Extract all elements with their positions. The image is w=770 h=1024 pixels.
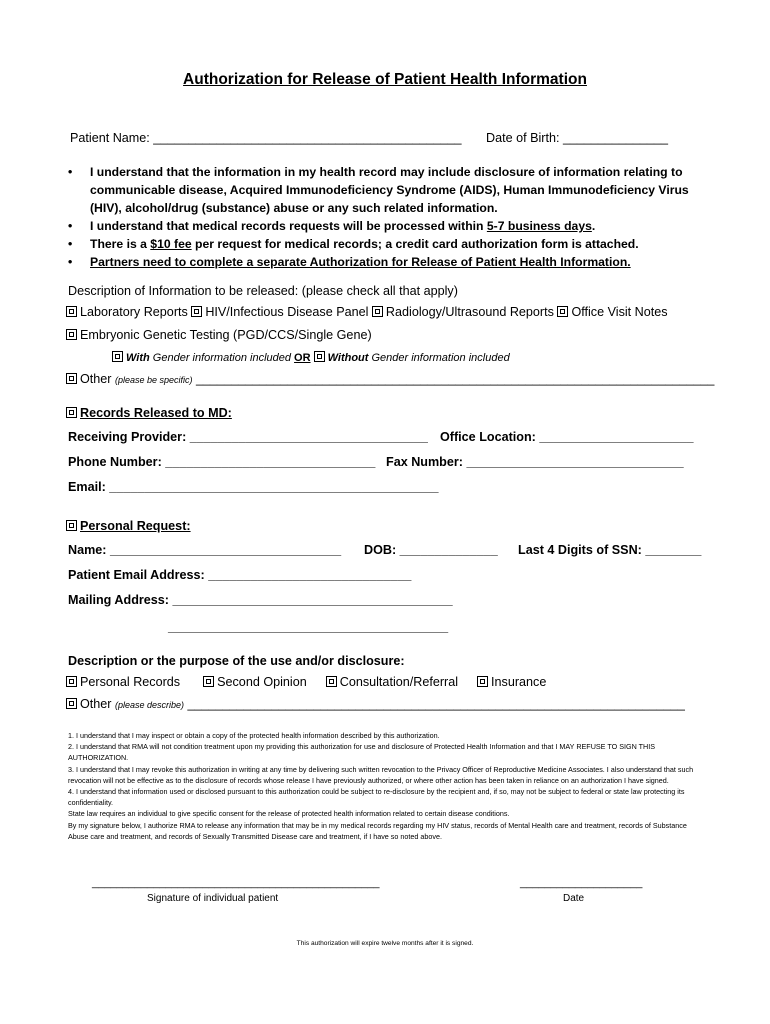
purpose-heading: Description or the purpose of the use and/or disclosure: <box>68 654 405 668</box>
checkbox-icon[interactable] <box>477 676 488 687</box>
mailing-address-line2[interactable]: ________________________________________ <box>168 620 449 634</box>
option-second-opinion: Second Opinion <box>217 675 307 689</box>
list-item: • I understand that the information in my health record may include disclosure of information relating to communicable disease, Acquired Immunodeficiency Syndrome (AIDS), Human Immunodeficiency Virus (HIV), alcohol/drug (substance) abuse or any such related information. <box>68 165 689 215</box>
checkbox-icon[interactable] <box>112 351 123 362</box>
note-item: 3. I understand that I may revoke this authorization in writing at any time by delivering such written revocation to the Privacy Officer of Reproductive Medicine Associates. I also understand that such revocation will not be effective as to the disclosure of records whose release I have previously authorized, or where other action has been taken in reliance on an authorization I have signed. <box>68 764 694 785</box>
checkbox-icon[interactable] <box>314 351 325 362</box>
checkbox-icon[interactable] <box>66 676 77 687</box>
date-label: Date <box>563 893 585 904</box>
checkbox-icon[interactable] <box>66 698 77 709</box>
expiration-footer: This authorization will expire twelve months after it is signed. <box>296 940 474 947</box>
acknowledgement-list <box>68 163 708 271</box>
checkbox-icon[interactable] <box>326 676 337 687</box>
bullet-icon: • <box>68 165 73 179</box>
note-item: 4. I understand that information used or disclosed pursuant to this authorization could be subject to re-disclosure by the recipient and, if so, may not be subject to federal or state law protecting its confidentiality. <box>68 787 685 808</box>
description-heading: Description of Information to be released: (please check all that apply) <box>68 284 458 298</box>
checkbox-icon[interactable] <box>66 373 77 384</box>
phone-number-field[interactable]: Phone Number: ______________________________ <box>68 455 376 469</box>
purpose-options-row <box>66 675 546 689</box>
option-insurance: Insurance <box>491 675 547 689</box>
option-radiology: Radiology/Ultrasound Reports <box>385 305 554 319</box>
gender-options: With Gender information included OR Without Gender information included <box>112 351 510 364</box>
md-section-heading: Records Released to MD: <box>66 406 232 420</box>
list-item: • I understand that medical records requests will be processed within 5-7 business days. <box>68 219 596 233</box>
info-options-row <box>66 305 668 319</box>
checkbox-icon[interactable] <box>66 520 77 531</box>
ssn-field[interactable]: Last 4 Digits of SSN: ________ <box>518 543 702 557</box>
terms-notes <box>68 730 708 842</box>
patient-email-field[interactable]: Patient Email Address: _____________________________ <box>68 568 412 582</box>
receiving-provider-field[interactable]: Receiving Provider: __________________________________ <box>68 430 428 444</box>
option-laboratory-reports: Laboratory Reports <box>80 305 188 319</box>
note-item: By my signature below, I authorize RMA to release any information that may be in my medical records regarding my HIV status, records of Mental Health care and treatment, records of Substance Abuse care and treatment, and records of Sexually Transmitted Disease care and treatment, if I have so noted above. <box>68 820 687 841</box>
signature-field[interactable]: _______________________________________________ <box>92 877 380 889</box>
mailing-address-field[interactable]: Mailing Address: ________________________________________ <box>68 593 453 607</box>
checkbox-icon[interactable] <box>66 407 77 418</box>
embryonic-option: Embryonic Genetic Testing (PGD/CCS/Single Gene) <box>66 328 372 342</box>
option-consultation-referral: Consultation/Referral <box>339 675 459 689</box>
list-item: • There is a $10 fee per request for medical records; a credit card authorization form is attached. <box>68 237 639 251</box>
option-hiv-panel: HIV/Infectious Disease Panel <box>205 305 369 319</box>
bullet-icon: • <box>68 255 73 269</box>
date-of-birth-field[interactable]: Date of Birth: _______________ <box>486 131 669 145</box>
option-office-visit-notes: Office Visit Notes <box>571 305 668 319</box>
date-field[interactable]: ____________________ <box>520 877 643 889</box>
name-field[interactable]: Name: _________________________________ <box>68 543 342 557</box>
other-purpose-field[interactable]: _______________________________________________________________________ <box>187 697 685 711</box>
signature-label: Signature of individual patient <box>147 893 279 904</box>
other-info-field[interactable]: __________________________________________________________________________ <box>196 372 715 386</box>
bullet-icon: • <box>68 237 73 251</box>
other-info-option: Other (please be specific) __________________________________________________________________________ <box>66 372 714 386</box>
md-email-field[interactable]: Email: _______________________________________________ <box>68 480 439 494</box>
patient-name-field[interactable]: Patient Name: ____________________________________________ <box>70 131 462 145</box>
checkbox-icon[interactable] <box>66 329 77 340</box>
checkbox-icon[interactable] <box>191 306 202 317</box>
bullet-icon: • <box>68 219 73 233</box>
note-item: 2. I understand that RMA will not condition treatment upon my providing this authorization for use and disclosure of Protected Health Information and that I MAY REFUSE TO SIGN THIS AUTHORIZATION. <box>68 742 656 763</box>
checkbox-icon[interactable] <box>557 306 568 317</box>
note-item: 1. I understand that I may inspect or obtain a copy of the protected health information described by this authorization. <box>68 731 440 740</box>
note-item: State law requires an individual to give specific consent for the release of protected health information related to certain disease conditions. <box>68 809 510 819</box>
page-title: Authorization for Release of Patient Health Information <box>183 71 587 88</box>
checkbox-icon[interactable] <box>203 676 214 687</box>
list-item: • Partners need to complete a separate Authorization for Release of Patient Health Information. <box>68 255 631 269</box>
checkbox-icon[interactable] <box>372 306 383 317</box>
checkbox-icon[interactable] <box>66 306 77 317</box>
personal-dob-field[interactable]: DOB: ______________ <box>364 543 498 557</box>
personal-section-heading: Personal Request: <box>66 519 191 533</box>
fax-number-field[interactable]: Fax Number: _______________________________ <box>386 455 684 469</box>
other-purpose-option: Other (please describe) _______________________________________________________________________ <box>66 697 685 711</box>
option-personal-records: Personal Records <box>80 675 181 689</box>
office-location-field[interactable]: Office Location: ______________________ <box>440 430 694 444</box>
